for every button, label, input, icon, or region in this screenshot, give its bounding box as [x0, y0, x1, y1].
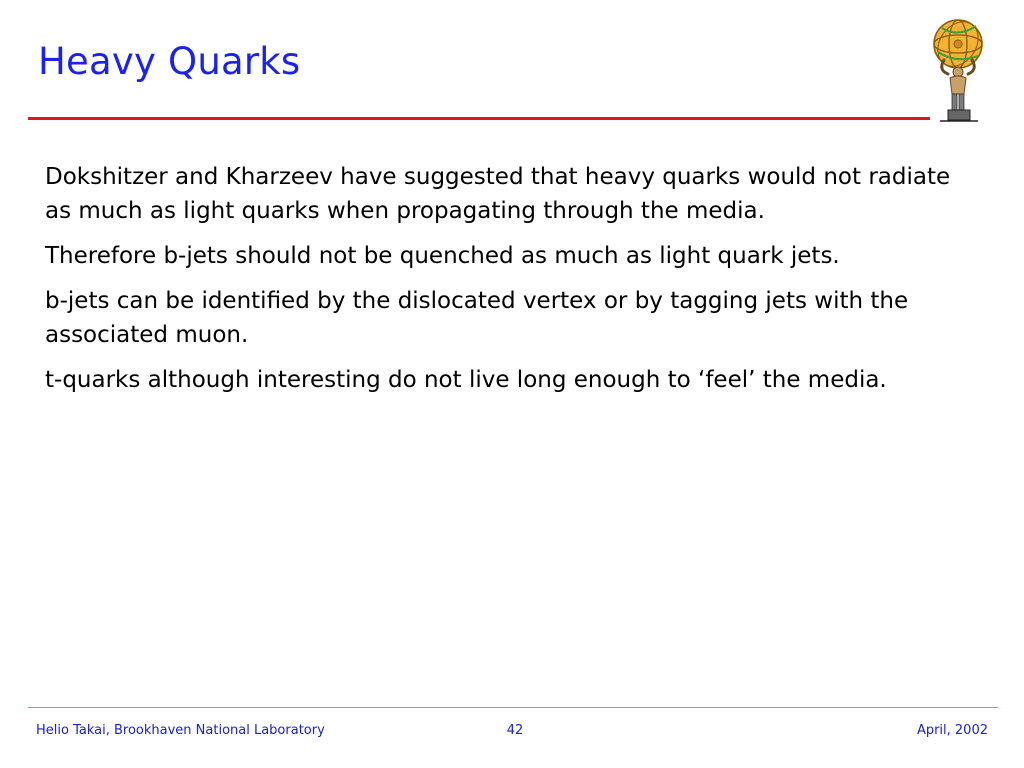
body-paragraph: b-jets can be identified by the dislocated vertex or by tagging jets with the associated muon.: [45, 288, 909, 348]
atlas-figure-icon: [920, 8, 1000, 124]
footer-page-number: 42: [506, 723, 524, 738]
title-divider: [28, 117, 930, 120]
body-paragraph: Therefore b-jets should not be quenched as much as light quark jets.: [45, 243, 840, 269]
footer-date: April, 2002: [916, 723, 988, 738]
footer-divider: [28, 707, 998, 708]
body-paragraph: Dokshitzer and Kharzeev have suggested that heavy quarks would not radiate as much as light quarks when propagating through the media.: [45, 164, 951, 224]
body-paragraph: t-quarks although interesting do not live long enough to ‘feel’ the media.: [45, 367, 887, 393]
slide-title: Heavy Quarks: [38, 40, 301, 83]
footer-author: Helio Takai, Brookhaven National Laboratory: [36, 723, 325, 738]
slide-body: [45, 160, 965, 408]
